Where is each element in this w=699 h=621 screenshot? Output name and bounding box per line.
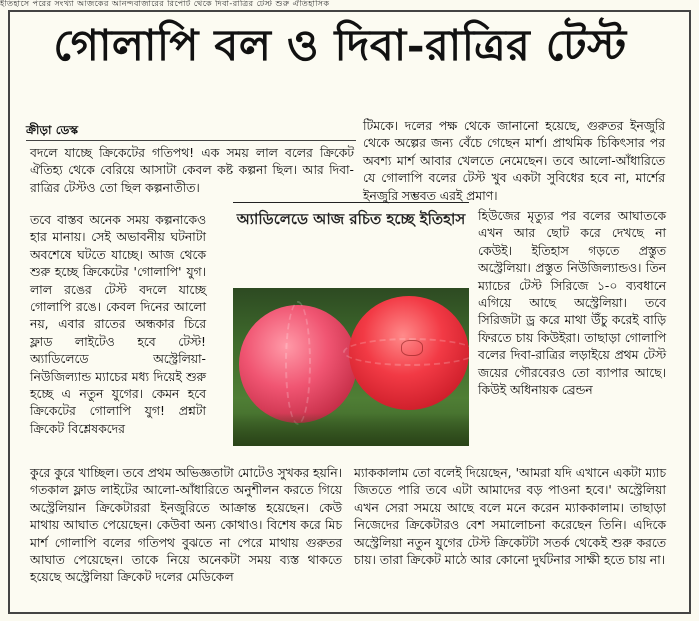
pull-quote-text: অ্যাডিলেডে আজ রচিত হচ্ছে ইতিহাস [236,210,466,228]
column1-intro [30,145,354,197]
department-rule [26,140,356,141]
pink-ball-left [239,305,357,423]
column2-mid [478,208,666,399]
col1-intro-paragraph: বদলে যাচ্ছে ক্রিকেটের গতিপথ! এক সময় লাল বলের ক্রিকেট ঐতিহ্য থেকে বেরিয়ে আসাটা কেবল কষ্ট কল্পনা ছিল। আর দিবা-রাত্রির টেস্টও তো ছিল কল্পনাতীত। [30,146,354,195]
column1-narrow [30,212,206,438]
bottom-section [30,465,666,587]
pink-balls-photo [233,288,469,446]
article-headline: গোলাপি বল ও দিবা-রাত্রির টেস্ট [53,21,627,71]
col2-top-paragraph: টিমকে। দলের পক্ষ থেকে জানানো হয়েছে, গুরুতর ইনজুরি থেকে অল্পের জন্য বেঁচে গেছেন মার্শ। প্রাথমিক চিকিৎসার পর অবশ্য মার্শ আবার খেলতে নেমেছেন। তবে আলো-আঁধারিতে যে গোলাপি বলের টেস্ট খুব একটা সুবিধের হবে না, মার্শের ইনজুরি সম্ভবত এরই প্রমাণ। [363,119,665,203]
department-label: ক্রীড়া ডেস্ক [26,123,79,137]
pull-quote [233,202,469,270]
ball-logo-icon [401,340,423,356]
column2-top [363,118,665,205]
top-strip-text: ইতিহাসে পরের সংখ্যা আজকের আনন্দবাজারের রিপোর্ট থেকে দিবা-রাত্রির টেস্ট শুরু ঐতিহাসিক [0,0,330,8]
photo-shadow [233,413,469,446]
col1-narrow-paragraph: তবে বাস্তব অনেক সময় কল্পনাকেও হার মানায়। সেই অভাবনীয় ঘটনাটা অবশেষে ঘটতে যাচ্ছে। আজ থেকে শুরু হচ্ছে ক্রিকেটের 'গোলাপি' যুগ। লাল রঙের টেস্ট বদলে যাচ্ছে গোলাপি রঙে। কেবল দিনের আলো নয়, এবার রাতের অন্ধকার চিরে ফ্লাড লাইটেও হবে টেস্ট! অ্যাডিলেডে অস্ট্রেলিয়া-নিউজিল্যান্ড ম্যাচের মধ্য দিয়েই শুরু হচ্ছে এ নতুন যুগের। কেমন হবে ক্রিকেটের গোলাপি যুগ! প্রশ্নটা ক্রিকেট বিশ্লেষকদের [30,213,206,436]
col2-mid-paragraph: হিউজের মৃত্যুর পর বলের আঘাতকে এখন আর ছোট করে দেখছে না কেউই। ইতিহাস গড়তে প্রস্তুত অস্ট্রেলিয়া। প্রস্তুত নিউজিল্যান্ডও। তিন ম্যাচের টেস্ট সিরিজে ১-০ ব্যবধানে এগিয়ে আছে অস্ট্রেলিয়া। তবে সিরিজটা ড্র করে মাথা উঁচু করেই বাড়ি ফিরতে চায় কিউইরা। তাছাড়া গোলাপি বলের দিবা-রাত্রির লড়াইয়ে প্রথম টেস্ট জয়ের গৌরবেরও তো ব্যাপার আছে। কিউই অধিনায়ক ব্রেন্ডন [478,209,666,398]
bottom-left-paragraph: কুরে কুরে খাচ্ছিল। তবে প্রথম অভিজ্ঞতাটা মোটেও সুখকর হয়নি। গতকাল ফ্লাড লাইটের আলো-আঁধারিতে অনুশীলন করতে গিয়ে অস্ট্রেলিয়ান ক্রিকেটাররা ইনজুরিতে আক্রান্ত হয়েছেন। কেউ মাথায় আঘাত পেয়েছেন। কেউবা অন্য কোথাও। বিশেষ করে মিচ মার্শ গোলাপি বলের গতিপথ বুঝতে না পেরে মাথায় গুরুতর আঘাত পেয়েছেন। তাকে নিয়ে অনেকটা সময় ব্যস্ত থাকতে হয়েছে অস্ট্রেলিয়া ক্রিকেট দলের মেডিকেল [30,466,342,585]
bottom-right-paragraph: ম্যাককালাম তো বলেই দিয়েছেন, 'আমরা যদি এখানে একটা ম্যাচ জিততে পারি তবে এটা আমাদের বড় পাওনা হবে।' অস্ট্রেলিয়া এখন সেরা সময়ে আছে বলে মনে করেন ম্যাককালাম। তাছাড়া নিজেদের ক্রিকেটারও বেশ সমালোচনা করেছেন তিনি। এদিকে অস্ট্রেলিয়া নতুন যুগের টেস্ট ক্রিকেটটা সতর্ক থেকেই শুরু করতে চায়। তারা ক্রিকেট মাঠে আর কোনো দুর্ঘটনার সাক্ষী হতে চায় না। [354,466,666,568]
